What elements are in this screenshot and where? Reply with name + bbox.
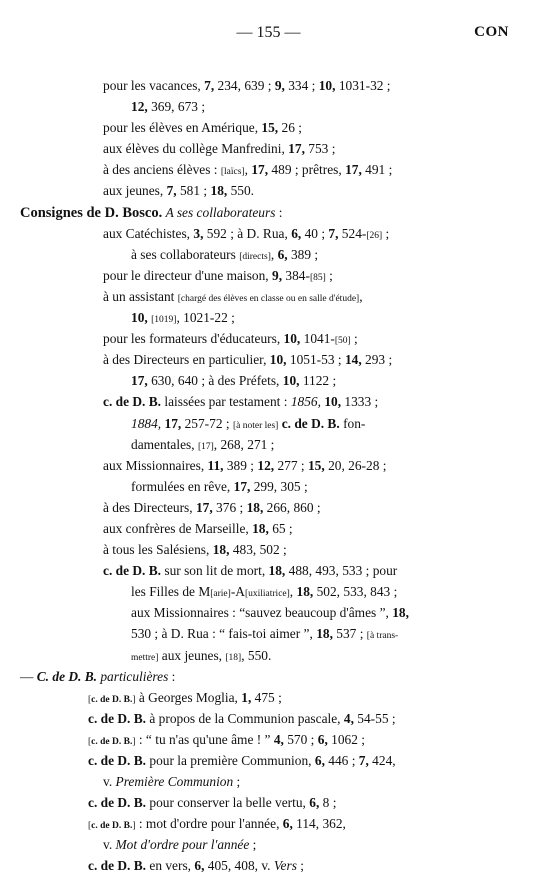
index-line: c. de D. B. sur son lit de mort, 18, 488, 493, 533 ; pour [103, 563, 398, 579]
index-line: aux Missionnaires : “sauvez beaucoup d'âmes ”, 18, [131, 605, 409, 621]
index-line: 17, 630, 640 ; à des Préfets, 10, 1122 ; [131, 373, 337, 389]
index-line: damentales, [17], 268, 271 ; [131, 436, 275, 452]
index-line: mettre] aux jeunes, [18], 550. [131, 647, 272, 663]
index-line: à des Directeurs en particulier, 10, 1051-53 ; 14, 293 ; [103, 352, 393, 368]
index-line: les Filles de M[arie]-A[uxiliatrice], 18, 502, 533, 843 ; [131, 584, 398, 600]
index-line: 10, [1019], 1021-22 ; [131, 310, 235, 326]
index-line: 1884, 17, 257-72 ; [à noter les] c. de D. B. fon- [131, 415, 366, 431]
index-line: à des anciens élèves : [laïcs], 17, 489 ; prêtres, 17, 491 ; [103, 162, 393, 178]
index-line: — C. de D. B. particulières : [20, 668, 176, 684]
page-number: — 155 — [236, 24, 301, 41]
index-line: à tous les Salésiens, 18, 483, 502 ; [103, 542, 287, 558]
index-line: Consignes de D. Bosco. A ses collaborateurs : [20, 204, 283, 221]
index-line: [c. de D. B.] : “ tu n'as qu'une âme ! ” 4, 570 ; 6, 1062 ; [88, 731, 365, 747]
index-entries [0, 75, 537, 877]
index-line: v. Mot d'ordre pour l'année ; [103, 837, 257, 853]
index-line: 12, 369, 673 ; [131, 99, 206, 115]
index-line: 530 ; à D. Rua : “ fais-toi aimer ”, 18, 537 ; [à trans- [131, 626, 399, 642]
index-line: aux Catéchistes, 3, 592 ; à D. Rua, 6, 40 ; 7, 524-[26] ; [103, 225, 390, 241]
index-line: aux confrères de Marseille, 18, 65 ; [103, 520, 293, 536]
index-line: c. de D. B. pour la première Communion, 6, 446 ; 7, 424, [88, 753, 396, 768]
index-line: à un assistant [chargé des élèves en classe ou en salle d'étude], [103, 288, 363, 304]
page-header [0, 24, 537, 48]
index-line: pour les élèves en Amérique, 15, 26 ; [103, 120, 302, 136]
index-line: aux Missionnaires, 11, 389 ; 12, 277 ; 15, 20, 26-28 ; [103, 457, 387, 473]
index-line: pour le directeur d'une maison, 9, 384-[85] ; [103, 267, 333, 283]
index-line: à des Directeurs, 17, 376 ; 18, 266, 860 ; [103, 499, 321, 515]
index-line: formulées en rêve, 17, 299, 305 ; [131, 478, 308, 494]
index-line: pour les formateurs d'éducateurs, 10, 1041-[50] ; [103, 331, 358, 347]
index-line: c. de D. B. en vers, 6, 405, 408, v. Vers ; [88, 858, 304, 874]
index-line: c. de D. B. à propos de la Communion pascale, 4, 54-55 ; [88, 710, 396, 726]
index-line: [c. de D. B.] : mot d'ordre pour l'année, 6, 114, 362, [88, 816, 346, 832]
index-line: c. de D. B. laissées par testament : 1856, 10, 1333 ; [103, 394, 379, 410]
index-line: aux élèves du collège Manfredini, 17, 753 ; [103, 141, 336, 157]
index-line: aux jeunes, 7, 581 ; 18, 550. [103, 183, 255, 199]
index-line: [c. de D. B.] à Georges Moglia, 1, 475 ; [88, 689, 282, 705]
index-line: à ses collaborateurs [directs], 6, 389 ; [131, 246, 319, 262]
index-line: v. Première Communion ; [103, 774, 241, 790]
index-line: c. de D. B. pour conserver la belle vertu, 6, 8 ; [88, 795, 337, 811]
index-line: pour les vacances, 7, 234, 639 ; 9, 334 ; 10, 1031-32 ; [103, 78, 391, 93]
running-head: CON [474, 24, 509, 40]
